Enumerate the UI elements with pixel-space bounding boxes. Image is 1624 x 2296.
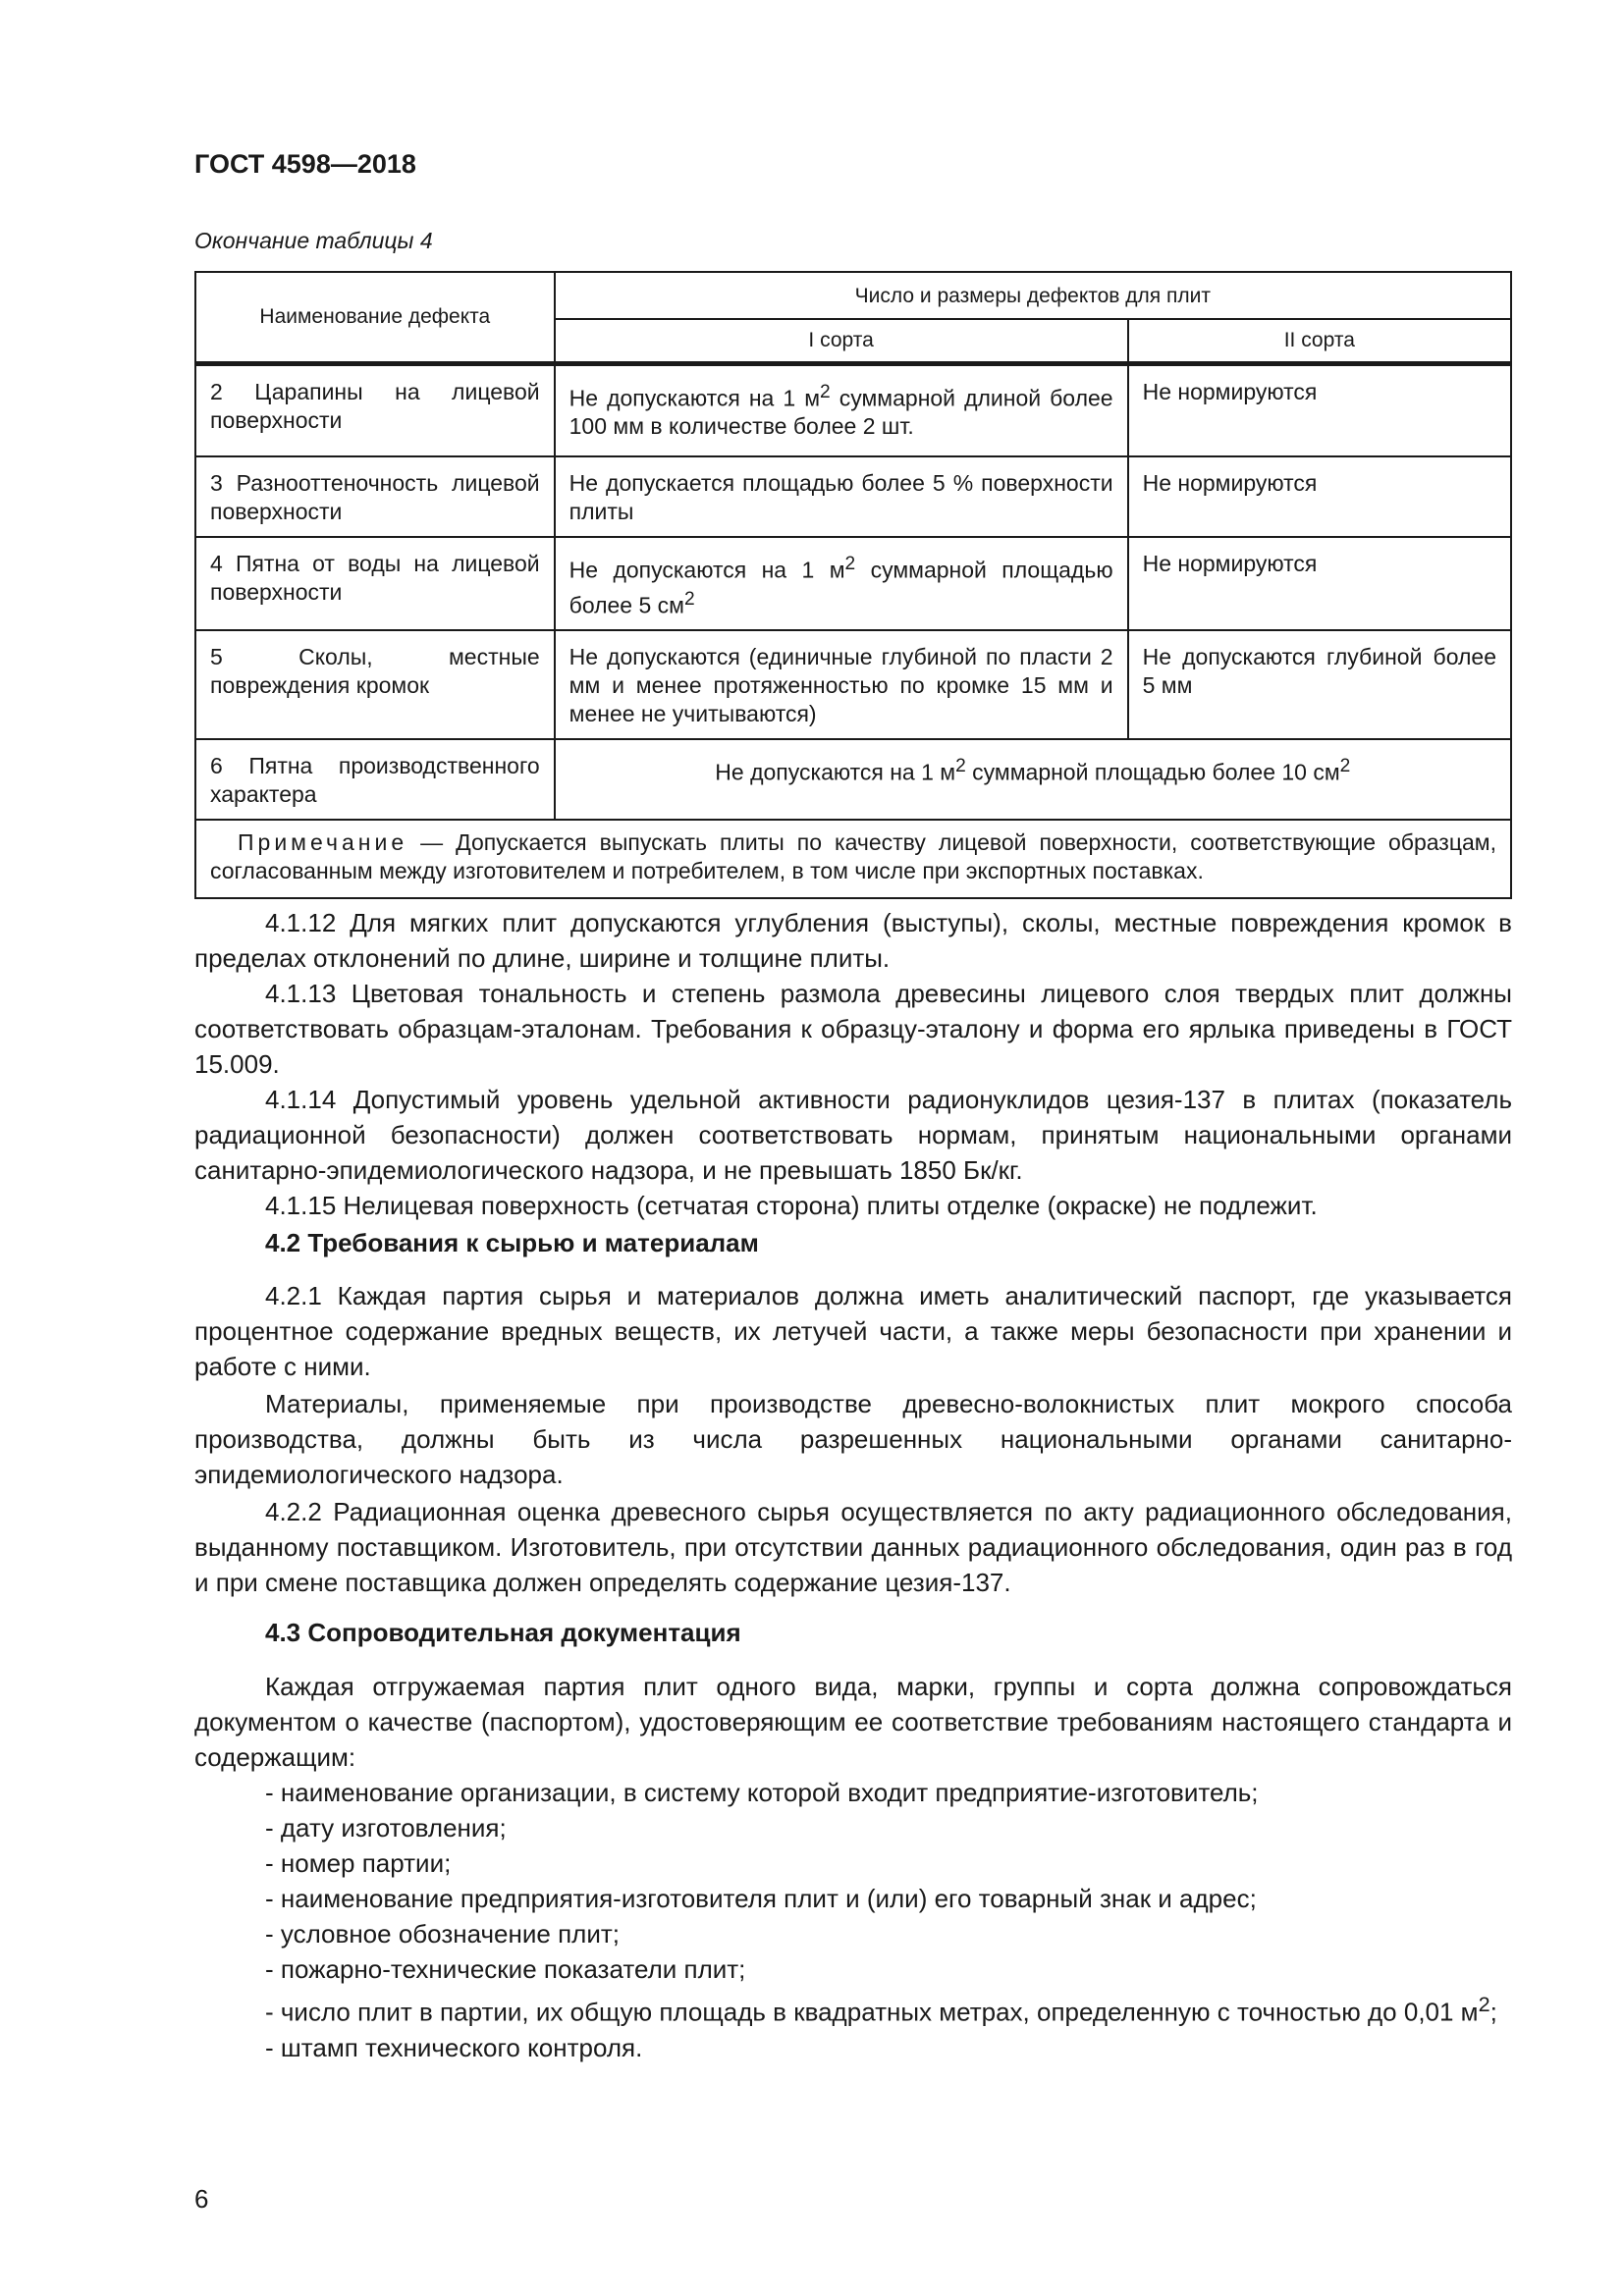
body-text-section-3 bbox=[194, 1278, 1512, 1600]
body-text-section-4 bbox=[194, 1615, 1512, 1650]
document-contents-list-end bbox=[194, 2030, 1512, 2065]
heading-4-2: 4.2 Требования к сырью и материалам bbox=[265, 1228, 759, 1257]
note-label: Примечание bbox=[238, 829, 408, 856]
table-row bbox=[195, 630, 1511, 739]
paragraph-4-1-12: 4.1.12 Для мягких плит допускаются углубления (выступы), сколы, местные повреждения кромок в пределах отклонений по длине, ширине и толщине плиты. bbox=[194, 908, 1512, 973]
body-text-section-2 bbox=[194, 1225, 1512, 1260]
list-item: - пожарно-технические показатели плит; bbox=[265, 1954, 746, 1984]
list-item-wrapped: - число плит в партии, их общую площадь в квадратных метрах, определенную с точностью до 0,01 $м^2$; bbox=[265, 1992, 1497, 2027]
header-grade-2: II сорта bbox=[1128, 319, 1511, 363]
header-defect-count: Число и размеры дефектов для плит bbox=[555, 272, 1511, 319]
grade-2-cell: Не нормируются bbox=[1128, 363, 1511, 456]
paragraph-4-1-15: 4.1.15 Нелицевая поверхность (сетчатая сторона) плиты отделке (окраске) не подлежит. bbox=[265, 1191, 1318, 1220]
defect-name-cell: 3 Разнооттеночность лицевой поверхности bbox=[195, 456, 555, 537]
table-row bbox=[195, 537, 1511, 630]
table-caption: Окончание таблицы 4 bbox=[194, 228, 433, 253]
list-item: - дату изготовления; bbox=[265, 1813, 507, 1842]
body-text-section-1 bbox=[194, 905, 1512, 1223]
grade-1-cell: Не допускаются (единичные глубиной по пласти 2 мм и менее протяженностью по кромке 15 мм и менее не учитываются) bbox=[555, 630, 1128, 739]
page-number: 6 bbox=[194, 2184, 209, 2214]
paragraph-4-2-1-materials: Материалы, применяемые при производстве древесно-волокнистых плит мокрого способа производства, должны быть из числа разрешенных национальными органами санитарно-эпидемиологического надзора. bbox=[194, 1389, 1512, 1489]
grade-1-cell: Не допускается площадью более 5 % поверхности плиты bbox=[555, 456, 1128, 537]
header-defect-name: Наименование дефекта bbox=[195, 272, 555, 363]
table-row bbox=[195, 456, 1511, 537]
table-note bbox=[195, 820, 1511, 898]
document-code-header: ГОСТ 4598—2018 bbox=[194, 149, 416, 179]
grade-2-cell: Не нормируются bbox=[1128, 456, 1511, 537]
document-contents-list bbox=[194, 1775, 1512, 1987]
paragraph-4-2-1: 4.2.1 Каждая партия сырья и материалов должна иметь аналитический паспорт, где указывается процентное содержание вредных веществ, их летучей части, а также меры безопасности при хранении и работе с ними. bbox=[194, 1281, 1512, 1381]
list-item: - наименование предприятия-изготовителя плит и (или) его товарный знак и адрес; bbox=[265, 1884, 1257, 1913]
defects-table bbox=[194, 271, 1512, 899]
list-item: - условное обозначение плит; bbox=[265, 1919, 620, 1949]
grade-2-cell: Не допускаются глубиной более 5 мм bbox=[1128, 630, 1511, 739]
table-row bbox=[195, 363, 1511, 456]
body-text-section-5 bbox=[194, 1669, 1512, 2065]
list-item: - наименование организации, в систему которой входит предприятие-изготовитель; bbox=[265, 1778, 1259, 1807]
paragraph-4-2-2: 4.2.2 Радиационная оценка древесного сырья осуществляется по акту радиационного обследования, выданному поставщиком. Изготовитель, при отсутствии данных радиационного обследования, один раз в год и при смене поставщика должен определять содержание цезия-137. bbox=[194, 1497, 1512, 1597]
grade-2-cell: Не нормируются bbox=[1128, 537, 1511, 630]
note-text: — Допускается выпускать плиты по качеству лицевой поверхности, соответствующие образцам, согласованным между изготовителем и потребителем, в том числе при экспортных поставках. bbox=[210, 829, 1496, 884]
heading-4-3: 4.3 Сопроводительная документация bbox=[265, 1618, 741, 1647]
header-grade-1: I сорта bbox=[555, 319, 1128, 363]
paragraph-4-1-14: 4.1.14 Допустимый уровень удельной активности радионуклидов цезия-137 в плитах (показатель радиационной безопасности) должен соответствовать нормам, принятым национальными органами санитарно-эпидемиологического надзора, и не превышать 1850 Бк/кг. bbox=[194, 1085, 1512, 1185]
table-row bbox=[195, 739, 1511, 820]
grade-1-cell: Не допускаются на 1 $м^2$ суммарной площадью более 5 $см^2$ bbox=[555, 537, 1128, 630]
defect-name-cell: 6 Пятна производственного характера bbox=[195, 739, 555, 820]
list-item: - штамп технического контроля. bbox=[265, 2032, 643, 2062]
defect-name-cell: 4 Пятна от воды на лицевой поверхности bbox=[195, 537, 555, 630]
defect-name-cell: 5 Сколы, местные повреждения кромок bbox=[195, 630, 555, 739]
defect-name-cell: 2 Царапины на лицевой поверхности bbox=[195, 363, 555, 456]
paragraph-4-1-13: 4.1.13 Цветовая тональность и степень размола древесины лицевого слоя твердых плит должны соответствовать образцам-эталонам. Требования к образцу-эталону и форма его ярлыка приведены в ГОСТ 15.009. bbox=[194, 979, 1512, 1079]
list-item: - номер партии; bbox=[265, 1848, 452, 1878]
paragraph-4-3: Каждая отгружаемая партия плит одного вида, марки, группы и сорта должна сопровождаться документом о качестве (паспортом), удостоверяющим ее соответствие требованиям настоящего стандарта и содержащим: bbox=[194, 1672, 1512, 1772]
merged-grade-cell: Не допускаются на 1 $м^2$ суммарной площадью более 10 $см^2$ bbox=[555, 739, 1511, 820]
grade-1-cell: Не допускаются на 1 $м^2$ суммарной длиной более 100 мм в количестве более 2 шт. bbox=[555, 363, 1128, 456]
